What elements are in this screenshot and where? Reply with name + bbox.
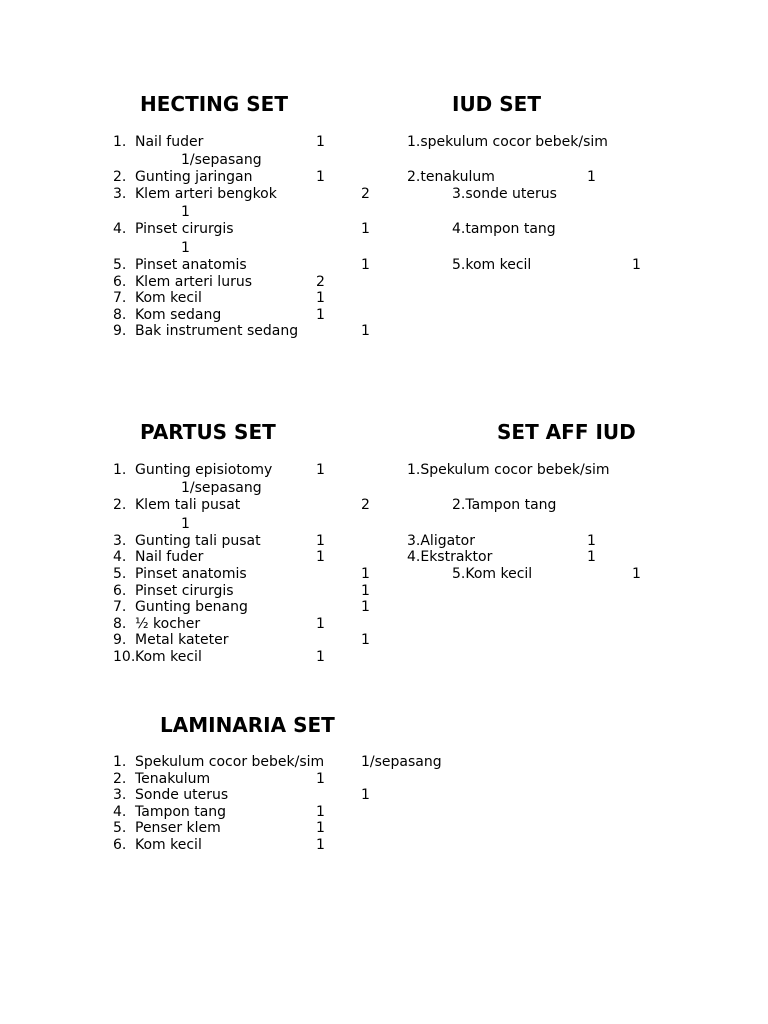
partus-item-1-name: Gunting episiotomy <box>135 462 273 478</box>
laminaria-item-3-qty: 1 <box>361 787 370 803</box>
hecting-item-2-name: Gunting jaringan <box>135 169 253 185</box>
laminaria-item-3-number: 3. <box>113 787 127 803</box>
iud-item-4: 4.tampon tang <box>452 221 556 237</box>
partus-item-4-qty: 1 <box>316 549 325 565</box>
partus-item-8-number: 8. <box>113 616 127 632</box>
laminaria-item-4-qty: 1 <box>316 804 325 820</box>
hecting-item-4-name: Pinset cirurgis <box>135 221 234 237</box>
partus-item-8-name: ½ kocher <box>135 616 201 632</box>
hecting-item-2-qty: 1 <box>316 169 325 185</box>
laminaria-item-4-number: 4. <box>113 804 127 820</box>
laminaria-item-2-name: Tenakulum <box>135 771 211 787</box>
partus-item-1-number: 1. <box>113 462 127 478</box>
iud-item-2: 2.tenakulum <box>407 169 495 185</box>
laminaria-item-1-name: Spekulum cocor bebek/sim <box>135 754 325 770</box>
laminaria-item-3-name: Sonde uterus <box>135 787 229 803</box>
hecting-item-3-qty-note: 1 <box>181 204 190 220</box>
partus-item-4-name: Nail fuder <box>135 549 204 565</box>
iud-item-5-qty: 1 <box>632 257 641 273</box>
hecting-item-7-number: 7. <box>113 290 127 306</box>
partus-item-9-number: 9. <box>113 632 127 648</box>
partus-item-2-qty-note: 1 <box>181 516 190 532</box>
hecting-item-6-qty: 2 <box>316 274 325 290</box>
partus-item-1-qty: 1 <box>316 462 325 478</box>
partus-item-4-number: 4. <box>113 549 127 565</box>
iud-item-2-qty: 1 <box>587 169 596 185</box>
partus-item-9-name: Metal kateter <box>135 632 229 648</box>
aff-item-5: 5.Kom kecil <box>452 566 533 582</box>
hecting-item-4-qty-note: 1 <box>181 240 190 256</box>
partus-item-2-number: 2. <box>113 497 127 513</box>
hecting-item-7-name: Kom kecil <box>135 290 202 306</box>
hecting-item-4-qty: 1 <box>361 221 370 237</box>
aff-item-4-qty: 1 <box>587 549 596 565</box>
aff-item-3-qty: 1 <box>587 533 596 549</box>
hecting-set-title: HECTING SET <box>140 92 288 116</box>
hecting-item-3-number: 3. <box>113 186 127 202</box>
laminaria-item-6-name: Kom kecil <box>135 837 202 853</box>
partus-item-5-number: 5. <box>113 566 127 582</box>
hecting-item-9-qty: 1 <box>361 323 370 339</box>
partus-item-10-qty: 1 <box>316 649 325 665</box>
hecting-item-5-qty: 1 <box>361 257 370 273</box>
hecting-item-8-qty: 1 <box>316 307 325 323</box>
laminaria-item-6-number: 6. <box>113 837 127 853</box>
laminaria-item-6-qty: 1 <box>316 837 325 853</box>
partus-item-6-qty: 1 <box>361 583 370 599</box>
partus-item-2-name: Klem tali pusat <box>135 497 241 513</box>
partus-item-5-name: Pinset anatomis <box>135 566 247 582</box>
partus-item-8-qty: 1 <box>316 616 325 632</box>
laminaria-item-2-qty: 1 <box>316 771 325 787</box>
aff-item-4: 4.Ekstraktor <box>407 549 493 565</box>
hecting-item-5-number: 5. <box>113 257 127 273</box>
hecting-item-8-number: 8. <box>113 307 127 323</box>
partus-item-3-number: 3. <box>113 533 127 549</box>
hecting-item-1-qty-note: 1/sepasang <box>181 152 262 168</box>
partus-item-3-qty: 1 <box>316 533 325 549</box>
aff-item-5-qty: 1 <box>632 566 641 582</box>
hecting-item-1-name: Nail fuder <box>135 134 204 150</box>
aff-item-1: 1.Spekulum cocor bebek/sim <box>407 462 610 478</box>
laminaria-item-1-number: 1. <box>113 754 127 770</box>
partus-item-7-name: Gunting benang <box>135 599 248 615</box>
hecting-item-4-number: 4. <box>113 221 127 237</box>
hecting-item-3-qty: 2 <box>361 186 370 202</box>
partus-item-6-number: 6. <box>113 583 127 599</box>
iud-item-3: 3.sonde uterus <box>452 186 557 202</box>
hecting-item-6-name: Klem arteri lurus <box>135 274 252 290</box>
hecting-item-1-qty: 1 <box>316 134 325 150</box>
laminaria-item-1-qty: 1/sepasang <box>361 754 442 770</box>
partus-item-1-qty-note: 1/sepasang <box>181 480 262 496</box>
iud-item-1: 1.spekulum cocor bebek/sim <box>407 134 608 150</box>
laminaria-item-5-number: 5. <box>113 820 127 836</box>
hecting-item-7-qty: 1 <box>316 290 325 306</box>
partus-item-9-qty: 1 <box>361 632 370 648</box>
partus-item-6-name: Pinset cirurgis <box>135 583 234 599</box>
aff-iud-set-title: SET AFF IUD <box>497 420 636 444</box>
hecting-item-3-name: Klem arteri bengkok <box>135 186 277 202</box>
laminaria-item-2-number: 2. <box>113 771 127 787</box>
partus-item-7-qty: 1 <box>361 599 370 615</box>
hecting-item-2-number: 2. <box>113 169 127 185</box>
laminaria-item-4-name: Tampon tang <box>135 804 227 820</box>
laminaria-item-5-name: Penser klem <box>135 820 221 836</box>
partus-item-5-qty: 1 <box>361 566 370 582</box>
iud-set-title: IUD SET <box>452 92 541 116</box>
aff-item-2: 2.Tampon tang <box>452 497 557 513</box>
aff-item-3: 3.Aligator <box>407 533 475 549</box>
iud-item-5: 5.kom kecil <box>452 257 532 273</box>
hecting-item-9-number: 9. <box>113 323 127 339</box>
hecting-item-5-name: Pinset anatomis <box>135 257 247 273</box>
hecting-item-9-name: Bak instrument sedang <box>135 323 299 339</box>
laminaria-set-title: LAMINARIA SET <box>160 713 335 737</box>
partus-item-2-qty: 2 <box>361 497 370 513</box>
partus-item-10-number: 10. <box>113 649 136 665</box>
partus-item-7-number: 7. <box>113 599 127 615</box>
partus-item-10-name: Kom kecil <box>135 649 202 665</box>
partus-set-title: PARTUS SET <box>140 420 276 444</box>
partus-item-3-name: Gunting tali pusat <box>135 533 261 549</box>
hecting-item-8-name: Kom sedang <box>135 307 222 323</box>
hecting-item-6-number: 6. <box>113 274 127 290</box>
laminaria-item-5-qty: 1 <box>316 820 325 836</box>
hecting-item-1-number: 1. <box>113 134 127 150</box>
